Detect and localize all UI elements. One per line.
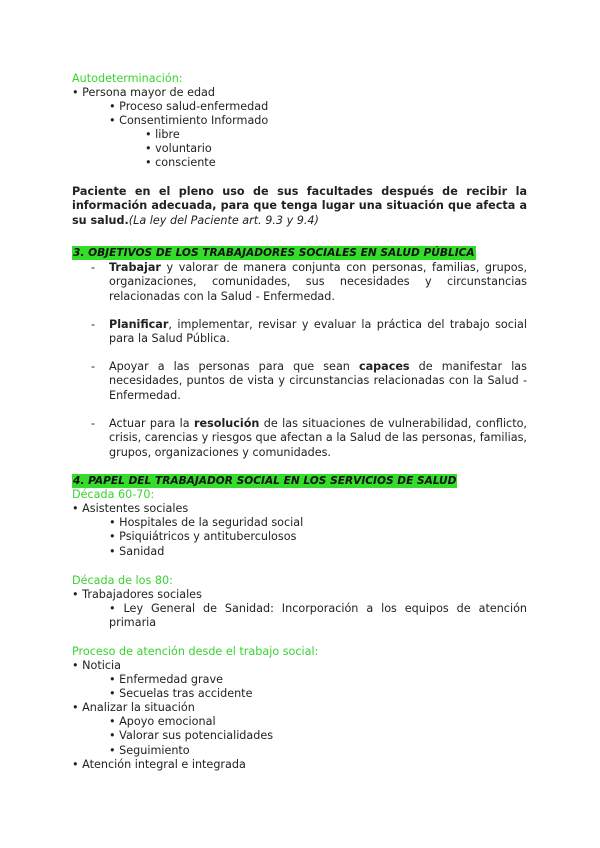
section3-heading: 3. OBJETIVOS DE LOS TRABAJADORES SOCIALES EN SALUD PÚBLICA (73, 247, 475, 259)
objective-2 (109, 318, 527, 347)
objective-3 (109, 360, 527, 403)
list-item: • Valorar sus potencialidades (109, 729, 274, 742)
objective-3-text: de manifestar las necesidades, puntos de vista y circunstancias relacionadas con la Salud - Enfermedad. (109, 360, 527, 402)
objective-1-keyword: Trabajar (109, 261, 161, 274)
objective-3-text-pre: Apoyar a las personas para que sean (109, 360, 359, 373)
decada-60-70-title: Década 60-70: (72, 488, 155, 501)
list-item: • Hospitales de la seguridad social (109, 516, 304, 529)
list-item: • Ley General de Sanidad: Incorporación a los equipos de atención primaria (109, 602, 527, 630)
objective-4-text: de las situaciones de vulnerabilidad, conflicto, crisis, carencias y riesgos que afectan a la Salud de las personas, familias, grupos, organizaciones y comunidades. (109, 417, 527, 459)
objective-1 (109, 261, 527, 304)
list-item: • voluntario (145, 142, 212, 155)
list-item: • Proceso salud-enfermedad (109, 100, 269, 113)
list-item: • Asistentes sociales (72, 502, 189, 515)
list-item: • libre (145, 128, 180, 141)
autodeterminacion-title: Autodeterminación: (72, 72, 183, 85)
objective-4-text-pre: Actuar para la (109, 417, 195, 430)
list-item: • Enfermedad grave (109, 673, 223, 686)
dash-marker: - (91, 318, 96, 331)
list-item: • Secuelas tras accidente (109, 687, 253, 700)
list-item: • Trabajadores sociales (72, 588, 202, 601)
list-item: • Atención integral e integrada (72, 758, 246, 771)
dash-marker: - (91, 417, 96, 430)
dash-marker: - (91, 261, 96, 274)
list-item: • Consentimiento Informado (109, 114, 269, 127)
objective-2-keyword: Planificar (109, 318, 169, 331)
list-item: • Apoyo emocional (109, 715, 216, 728)
list-item: • consciente (145, 156, 216, 169)
definition-bold-text: Paciente en el pleno uso de sus facultades después de recibir la información adecuada, para que tenga lugar una situación que afecta a su salud. (72, 185, 527, 227)
definition-paragraph (72, 185, 527, 228)
list-item: • Persona mayor de edad (72, 86, 216, 99)
proceso-title: Proceso de atención desde el trabajo social: (72, 645, 319, 658)
objective-4 (109, 417, 527, 460)
objective-2-text: , implementar, revisar y evaluar la práctica del trabajo social para la Salud Pública. (109, 318, 527, 346)
list-item: • Seguimiento (109, 744, 190, 757)
list-item: • Analizar la situación (72, 701, 195, 714)
list-item: • Psiquiátricos y antituberculosos (109, 530, 297, 543)
objective-3-keyword: capaces (358, 360, 410, 373)
dash-marker: - (91, 360, 96, 373)
objective-4-keyword: resolución (194, 417, 260, 430)
list-item: • Noticia (72, 659, 121, 672)
objective-1-text: y valorar de manera conjunta con personas, familias, grupos, organizaciones, comunidades, sus necesidades y circunstancias relacionadas con la Salud - Enfermedad. (109, 261, 527, 303)
section4-heading: 4. PAPEL DEL TRABAJADOR SOCIAL EN LOS SERVICIOS DE SALUD (73, 475, 457, 487)
list-item: • Sanidad (109, 545, 165, 558)
law-reference: (La ley del Paciente art. 9.3 y 9.4) (128, 213, 319, 227)
decada-80-title: Década de los 80: (72, 574, 173, 587)
